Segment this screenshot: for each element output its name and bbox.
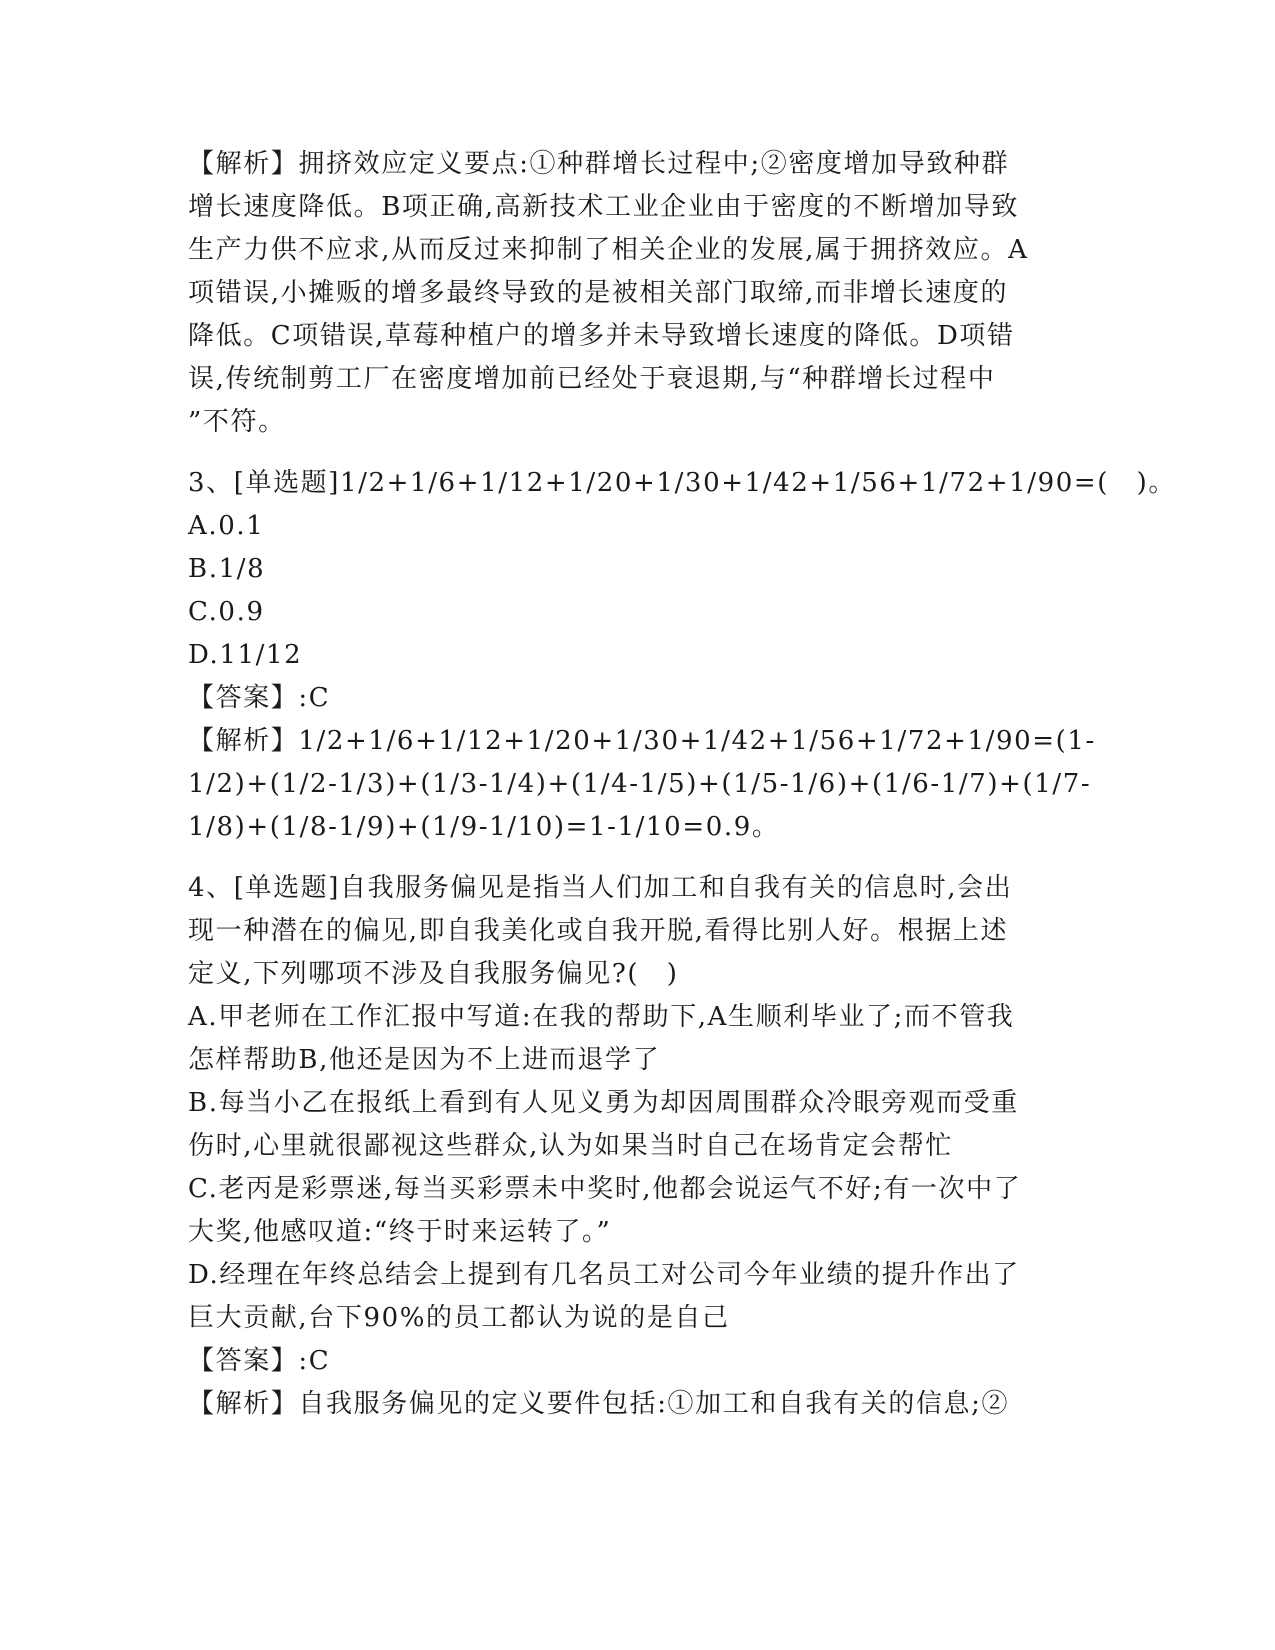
analysis-line: 【解析】1/2+1/6+1/12+1/20+1/30+1/42+1/56+1/72+1/90=(1- [188,726,1096,756]
section-gap [188,849,1088,867]
question-4 [188,867,1088,1426]
section-gap [188,444,1088,462]
analysis-line: 【解析】拥挤效应定义要点:①种群增长过程中;②密度增加导致种群 [188,149,1010,179]
option-b: B.1/8 [188,554,266,584]
analysis-line: 项错误,小摊贩的增多最终导致的是被相关部门取缔,而非增长速度的 [188,278,1009,308]
analysis-line: 降低。C项错误,草莓种植户的增多并未导致增长速度的降低。D项错 [188,321,1015,351]
option-d: 巨大贡献,台下90%的员工都认为说的是自己 [188,1303,730,1333]
question-stem: 4、[单选题]自我服务偏见是指当人们加工和自我有关的信息时,会出 [188,873,1013,903]
analysis-line: 1/2)+(1/2-1/3)+(1/3-1/4)+(1/4-1/5)+(1/5-1/6)+(1/6-1/7)+(1/7- [188,769,1092,799]
option-a: 怎样帮助B,他还是因为不上进而退学了 [188,1045,661,1075]
question-3 [188,462,1176,849]
answer-line: 【答案】:C [188,1346,331,1376]
analysis-line: 生产力供不应求,从而反过来抑制了相关企业的发展,属于拥挤效应。A [188,235,1029,265]
option-a: A.0.1 [188,511,265,541]
question-stem: 定义,下列哪项不涉及自我服务偏见?( ) [188,959,679,989]
analysis-line: 增长速度降低。B项正确,高新技术工业企业由于密度的不断增加导致 [188,192,1019,222]
option-d: D.11/12 [188,640,303,670]
option-c: C.0.9 [188,597,265,627]
document-page [188,143,1176,1426]
analysis-line: ”不符。 [188,407,286,437]
question-stem: 3、[单选题]1/2+1/6+1/12+1/20+1/30+1/42+1/56+1/72+1/90=( )。 [188,468,1176,498]
option-b: B.每当小乙在报纸上看到有人见义勇为却因周围群众冷眼旁观而受重 [188,1088,1019,1118]
question-stem: 现一种潜在的偏见,即自我美化或自我开脱,看得比别人好。根据上述 [188,916,1009,946]
analysis-line: 【解析】自我服务偏见的定义要件包括:①加工和自我有关的信息;② [188,1389,1010,1419]
answer-line: 【答案】:C [188,683,331,713]
option-b: 伤时,心里就很鄙视这些群众,认为如果当时自己在场肯定会帮忙 [188,1131,953,1161]
option-a: A.甲老师在工作汇报中写道:在我的帮助下,A生顺利毕业了;而不管我 [188,1002,1015,1032]
analysis-line: 误,传统制剪工厂在密度增加前已经处于衰退期,与“种群增长过程中 [188,364,996,394]
option-c: C.老丙是彩票迷,每当买彩票未中奖时,他都会说运气不好;有一次中了 [188,1174,1022,1204]
option-d: D.经理在年终总结会上提到有几名员工对公司今年业绩的提升作出了 [188,1260,1020,1290]
option-c: 大奖,他感叹道:“终于时来运转了。” [188,1217,612,1247]
q2-analysis [188,143,1088,444]
analysis-line: 1/8)+(1/8-1/9)+(1/9-1/10)=1-1/10=0.9。 [188,812,780,842]
